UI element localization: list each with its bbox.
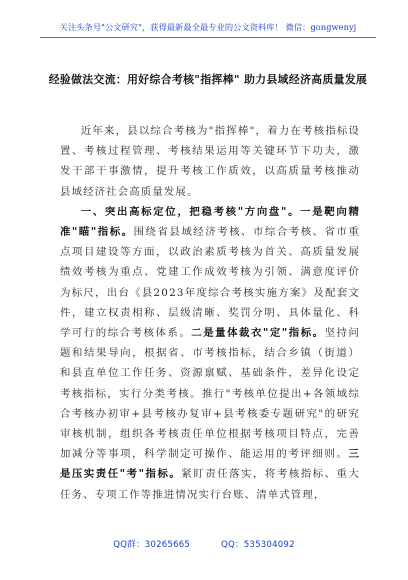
section-paragraph [60,202,360,505]
document-title: 经验做法交流：用好综合考核"指挥棒" 助力县域经济高质量发展 [48,73,368,86]
point3-heading: 三是压实责任"考"指标。 [60,448,360,481]
page-footer [0,538,408,550]
document-body [60,121,360,505]
page-header-banner: 关注头条号"公文研究"，获得最新最全最专业的公文资料库！ 微信：gongwenyj [40,22,376,38]
point2-heading: 二是量体裁衣"定"指标。 [191,327,325,340]
point1-text: 围绕省县域经济考核、市综合考核、省市重点项目建设等方面，以政治素质考核为首关、高质量发展绩效考核为重点、党建工作成效考核为引领、满意度评价为标尺，出台《县2023年度综合考核实施方案》及配套文件，建立权责相称、层级清晰、奖罚分明、具体量化、科学可行的综合考核体系。 [60,226,360,340]
section1-heading: 一、突出高标定位，把稳考核"方向盘"。 [80,205,301,218]
qq-number: QQ：535304092 [221,540,295,550]
qq-group-number: QQ群：30265665 [113,540,191,550]
point1-heading: 一是靶向精准"瞄"指标。 [60,205,360,239]
intro-paragraph: 近年来，县以综合考核为"指挥棒"，着力在考核指标设置、考核过程管理、考核结果运用等关键环节下功夫，激发干部干事激情，提升考核工作质效，以高质量考核推动县域经济社会高质量发展。 [60,125,360,198]
point2-text: 坚持问题和结果导向，根据省、市考核指标，结合乡镇（街道）和县直单位工作任务、资源禀赋、基础条件，差异化设定考核指标，实行分类考核。推行"考核单位提出+各领域综合考核办初审+县考核办复审+县考核委专题研究"的研究审核机制，组织各考核责任单位根据考核项目特点，完善加减分等事项，科学制定可操作、能运用的考评细则。 [60,327,360,461]
point3-text: 紧盯责任落实，将考核指标、重大任务、专项工作等推进情况实行台账、清单式管理， [60,468,360,501]
